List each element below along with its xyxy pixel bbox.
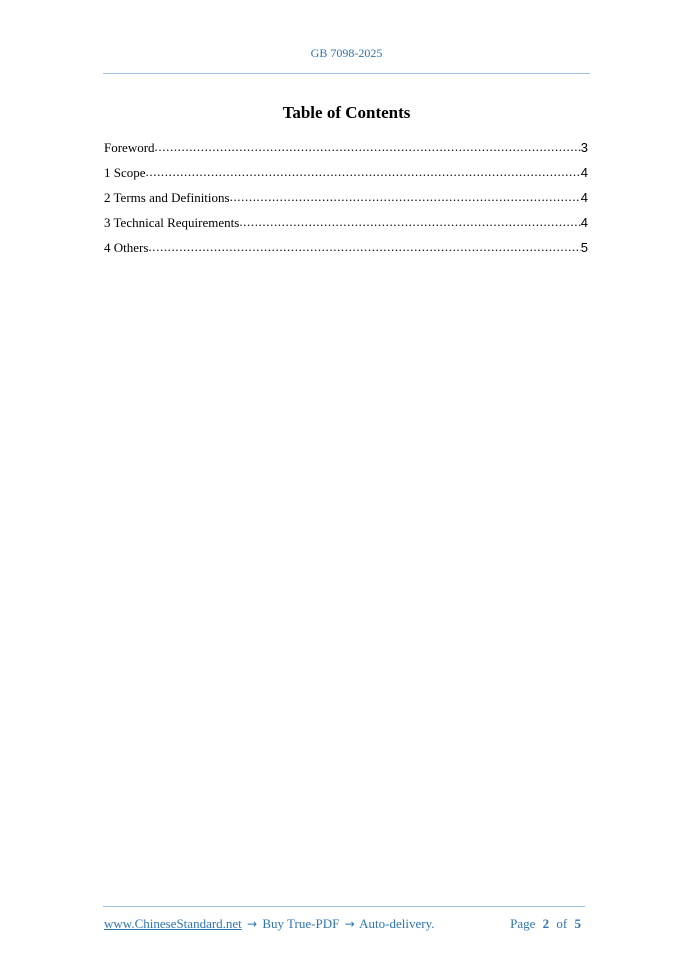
toc-title: Table of Contents bbox=[282, 103, 411, 122]
page-indicator bbox=[510, 916, 585, 932]
toc-entry-technical-requirements[interactable] bbox=[104, 215, 588, 240]
auto-delivery-text: Auto-delivery. bbox=[359, 916, 435, 931]
toc-entry-page: 3 bbox=[580, 140, 588, 155]
toc-entry-label: 2 Terms and Definitions bbox=[104, 190, 230, 205]
toc-leader-dots bbox=[148, 239, 580, 255]
toc-entry-others[interactable] bbox=[104, 240, 588, 265]
toc-entry-label: 1 Scope bbox=[104, 165, 146, 180]
total-pages-number: 5 bbox=[574, 916, 581, 931]
toc-entry-page: 4 bbox=[580, 190, 588, 205]
toc-entry-foreword[interactable] bbox=[104, 140, 588, 165]
toc-entry-label: Foreword bbox=[104, 140, 155, 155]
arrow-right-icon: → bbox=[247, 917, 258, 931]
toc-entry-page: 5 bbox=[580, 240, 588, 255]
footer-promo bbox=[104, 916, 435, 932]
running-header: GB 7098-2025 bbox=[310, 46, 383, 60]
toc-entry-page: 4 bbox=[580, 215, 588, 230]
of-word: of bbox=[556, 916, 568, 931]
toc-entry-label: 4 Others bbox=[104, 240, 149, 255]
table-of-contents bbox=[104, 140, 588, 265]
toc-entry-scope[interactable] bbox=[104, 165, 588, 190]
current-page-number: 2 bbox=[542, 916, 550, 931]
toc-leader-dots bbox=[146, 164, 581, 180]
header-divider bbox=[103, 73, 590, 74]
toc-leader-dots bbox=[155, 139, 581, 155]
running-footer bbox=[104, 916, 585, 932]
buy-true-pdf-text: Buy True-PDF bbox=[262, 916, 340, 931]
site-link[interactable]: www.ChineseStandard.net bbox=[104, 916, 242, 931]
toc-entry-page: 4 bbox=[580, 165, 588, 180]
toc-entry-label: 3 Technical Requirements bbox=[104, 215, 240, 230]
page-word: Page bbox=[510, 916, 536, 931]
toc-leader-dots bbox=[239, 214, 580, 230]
toc-leader-dots bbox=[230, 189, 581, 205]
footer-divider bbox=[103, 906, 585, 907]
toc-entry-terms-and-definitions[interactable] bbox=[104, 190, 588, 215]
arrow-right-icon: → bbox=[344, 917, 355, 931]
